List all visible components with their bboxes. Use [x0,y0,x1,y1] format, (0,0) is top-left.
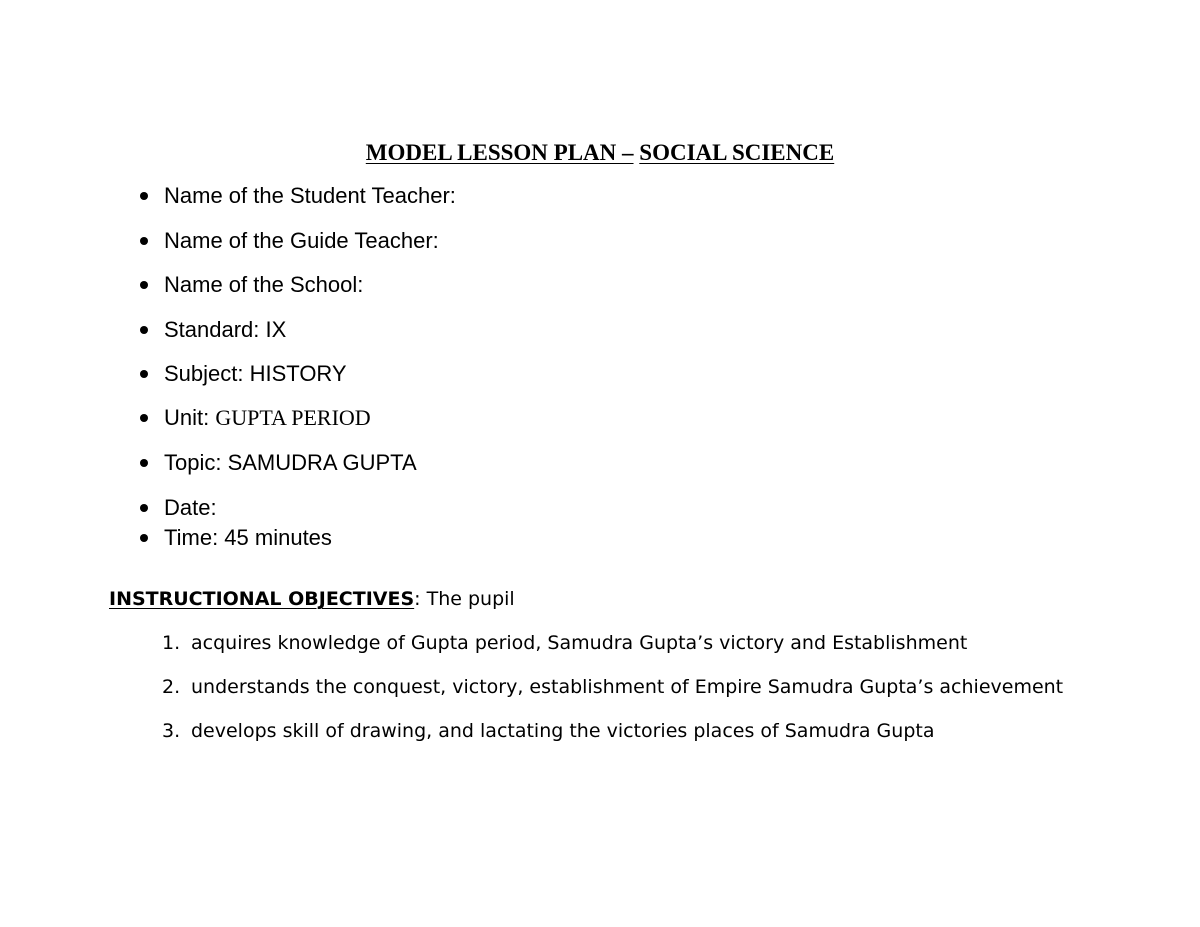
objective-text: understands the conquest, victory, establishment of Empire Samudra Gupta’s achievement [191,676,1064,698]
bullet-icon [140,534,148,542]
bullet-icon [140,281,148,289]
field-unit-text [164,403,371,433]
objective-text: develops skill of drawing, and lactating the victories places of Samudra Gupta [191,720,935,742]
objective-number: 3. [162,720,181,742]
field-label: Name of the School: [164,272,364,297]
field-label: Unit: [164,405,216,430]
bullet-icon [140,192,148,200]
objective-number: 1. [162,632,181,654]
field-label: Name of the Student Teacher: [164,183,456,208]
field-label: Topic: SAMUDRA GUPTA [164,450,417,475]
objectives-heading-label: INSTRUCTIONAL OBJECTIVES [109,588,415,610]
bullet-icon [140,414,148,422]
objective-number: 2. [162,676,181,698]
title-main: MODEL LESSON PLAN – [365,140,634,165]
field-label: Subject: HISTORY [164,361,347,386]
objective-text: acquires knowledge of Gupta period, Samudra Gupta’s victory and Establishment [191,632,968,654]
field-label: Standard: IX [164,317,287,342]
field-value: GUPTA PERIOD [215,405,371,430]
objectives-heading [109,585,515,613]
bullet-icon [140,370,148,378]
bullet-icon [140,237,148,245]
field-label: Time: 45 minutes [164,525,332,550]
bullet-icon [140,504,148,512]
field-label: Name of the Guide Teacher: [164,228,439,253]
bullet-icon [140,459,148,467]
title-subject: SOCIAL SCIENCE [639,140,835,165]
bullet-icon [140,326,148,334]
objectives-heading-suffix: : The pupil [414,588,515,610]
field-label: Date: [164,495,217,520]
page-title [0,139,1200,167]
